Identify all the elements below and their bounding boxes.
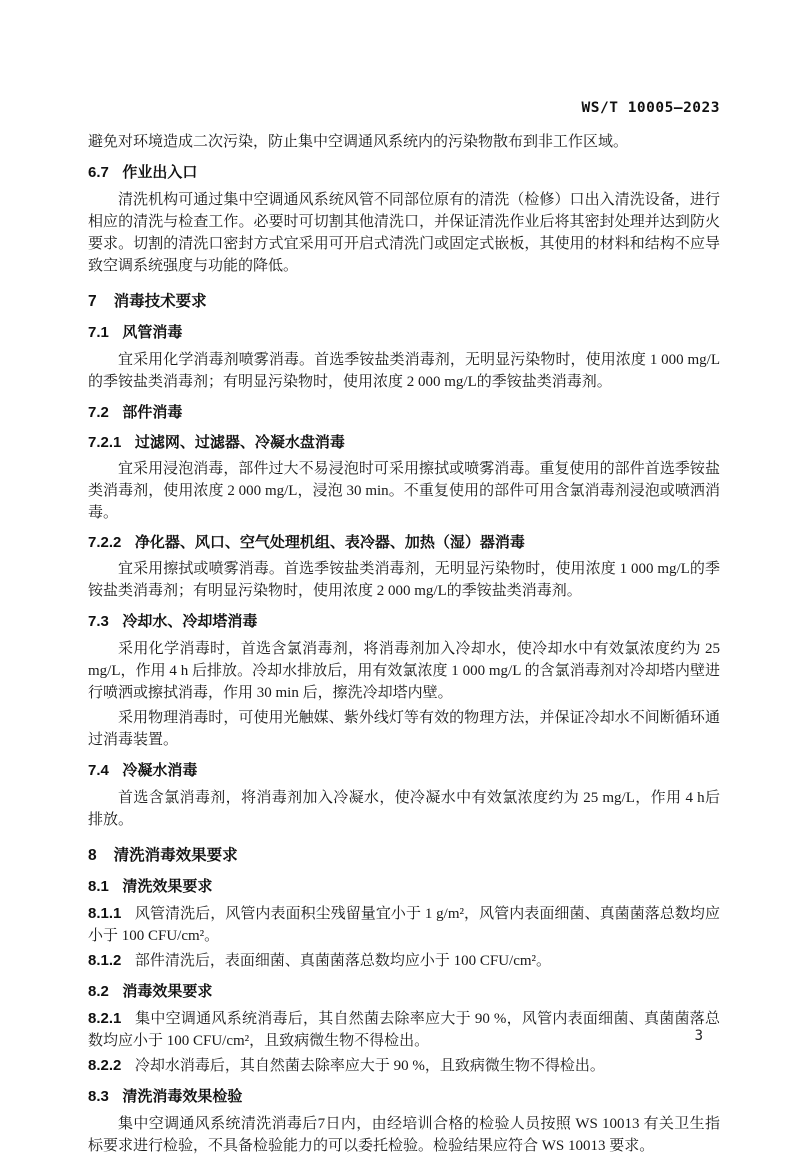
page-header [88,100,720,116]
heading-8-2 [88,981,720,1003]
heading-6-7 [88,162,720,184]
heading-number: 7.2.2 [88,534,122,551]
paragraph: 清洗机构可通过集中空调通风系统风管不同部位原有的清洗（检修）口出入清洗设备，进行相应的清洗与检查工作。必要时可切割其他清洗口，并保证清洗作业后将其密封处理并达到防火要求。切割的清洗口密封方式宜采用可开启式清洗门或固定式嵌板，其使用的材料和结构不应导致空调系统强度与功能的降低。 [88,192,720,274]
heading-7-1 [88,322,720,344]
paragraph: 宜采用擦拭或喷雾消毒。首选季铵盐类消毒剂，无明显污染物时，使用浓度 1 000 mg/L的季铵盐类消毒剂；有明显污染物时，使用浓度 2 000 mg/L的季铵盐类消毒剂。 [88,561,720,599]
paragraph: 首选含氯消毒剂，将消毒剂加入冷凝水，使冷凝水中有效氯浓度约为 25 mg/L，作用 4 h后排放。 [88,790,720,828]
clause-text: 部件清洗后，表面细菌、真菌菌落总数均应小于 100 CFU/cm²。 [134,953,552,969]
heading-8-1 [88,876,720,898]
standard-number: WS/T 10005—2023 [581,100,720,116]
heading-number: 7 [88,293,97,310]
heading-number: 7.1 [88,324,109,341]
clause-text: 冷却水消毒后，其自然菌去除率应大于 90 %，且致病微生物不得检出。 [134,1058,605,1074]
heading-7-4 [88,760,720,782]
heading-number: 8.2 [88,983,109,1000]
document-content [88,128,720,1157]
clause-number: 8.2.2 [88,1057,122,1074]
clause-8-2-1 [88,1008,720,1052]
clause-text: 集中空调通风系统消毒后，其自然菌去除率应大于 90 %，风管内表面细菌、真菌菌落总数均应小于 100 CFU/cm²，且致病微生物不得检出。 [88,1011,720,1049]
heading-title: 清洗消毒效果要求 [113,847,238,864]
page-number: 3 [694,1028,703,1044]
heading-number: 6.7 [88,164,109,181]
heading-title: 净化器、风口、空气处理机组、表冷器、加热（湿）器消毒 [134,534,525,551]
heading-title: 作业出入口 [122,164,198,181]
heading-7-3 [88,611,720,633]
heading-title: 清洗消毒效果检验 [122,1088,243,1105]
heading-7-2-1 [88,432,720,454]
paragraph: 宜采用化学消毒剂喷雾消毒。首选季铵盐类消毒剂，无明显污染物时，使用浓度 1 000 mg/L的季铵盐类消毒剂；有明显污染物时，使用浓度 2 000 mg/L的季铵盐类消毒剂。 [88,352,720,390]
heading-8-3 [88,1086,720,1108]
clause-8-2-2 [88,1055,720,1077]
paragraph-continuation: 避免对环境造成二次污染，防止集中空调通风系统内的污染物散布到非工作区域。 [88,134,629,150]
heading-title: 过滤网、过滤器、冷凝水盘消毒 [134,434,345,451]
heading-title: 消毒效果要求 [122,983,213,1000]
clause-number: 8.1.2 [88,952,122,969]
heading-title: 风管消毒 [122,324,183,341]
clause-8-1-2 [88,950,720,972]
heading-number: 8 [88,847,97,864]
heading-number: 7.4 [88,762,109,779]
paragraph: 集中空调通风系统清洗消毒后7日内，由经培训合格的检验人员按照 WS 10013 有关卫生指标要求进行检验，不具备检验能力的可以委托检验。检验结果应符合 WS 10013 要求。 [88,1116,720,1154]
heading-number: 8.1 [88,878,109,895]
paragraph: 采用化学消毒时，首选含氯消毒剂，将消毒剂加入冷却水，使冷却水中有效氯浓度约为 25 mg/L，作用 4 h 后排放。冷却水排放后，用有效氯浓度 1 000 mg/L 的含氯消毒剂对冷却塔内壁进行喷洒或擦拭消毒，作用 30 min 后，擦洗冷却塔内壁。 [88,641,720,701]
heading-number: 7.2.1 [88,434,122,451]
heading-title: 冷凝水消毒 [122,762,198,779]
paragraph: 宜采用浸泡消毒，部件过大不易浸泡时可采用擦拭或喷雾消毒。重复使用的部件首选季铵盐类消毒剂，使用浓度 2 000 mg/L，浸泡 30 min。不重复使用的部件可用含氯消毒剂浸泡或喷洒消毒。 [88,461,720,521]
clause-8-1-1 [88,903,720,947]
clause-number: 8.2.1 [88,1010,122,1027]
clause-text: 风管清洗后，风管内表面积尘残留量宜小于 1 g/m²，风管内表面细菌、真菌菌落总数均应小于 100 CFU/cm²。 [88,906,720,944]
heading-8 [88,845,720,867]
heading-7-2 [88,402,720,424]
heading-7 [88,291,720,313]
heading-number: 7.2 [88,404,109,421]
heading-title: 部件消毒 [122,404,183,421]
heading-number: 8.3 [88,1088,109,1105]
heading-7-2-2 [88,532,720,554]
heading-number: 7.3 [88,613,109,630]
heading-title: 冷却水、冷却塔消毒 [122,613,258,630]
paragraph: 采用物理消毒时，可使用光触媒、紫外线灯等有效的物理方法，并保证冷却水不间断循环通过消毒装置。 [88,710,720,748]
heading-title: 消毒技术要求 [113,293,207,310]
heading-title: 清洗效果要求 [122,878,213,895]
clause-number: 8.1.1 [88,905,122,922]
